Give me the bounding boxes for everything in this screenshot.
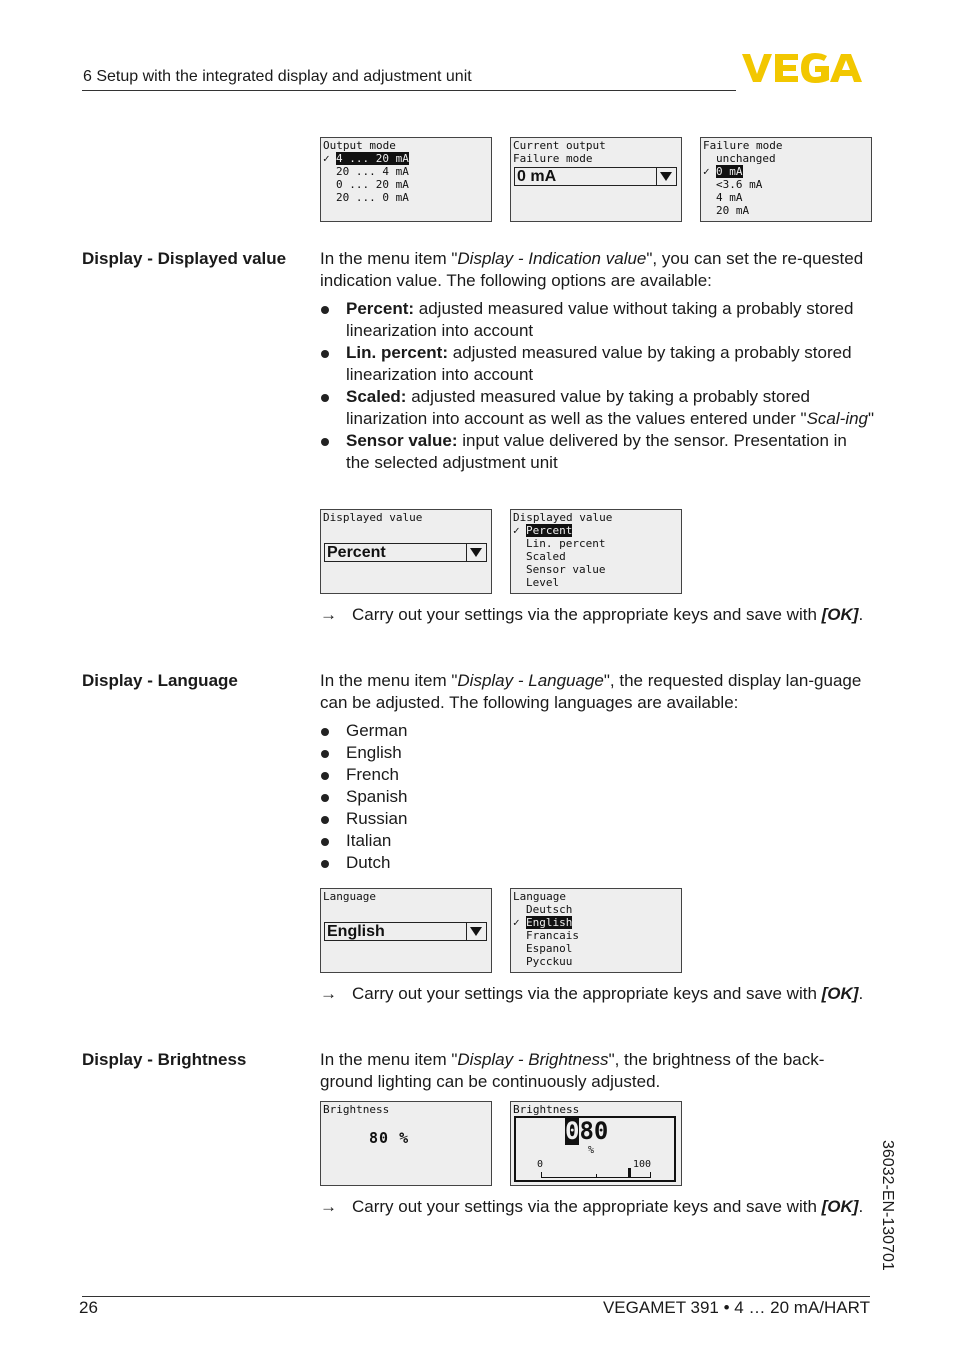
lcd-dropdown bbox=[324, 922, 487, 941]
lcd-option: 4 mA bbox=[716, 191, 743, 204]
lcd-title: Current output bbox=[513, 139, 606, 152]
lcd-option: Sensor value bbox=[526, 563, 606, 576]
lcd-option-selected: 0 mA bbox=[716, 165, 743, 178]
lcd-subtitle: Failure mode bbox=[513, 152, 593, 165]
section-label-brightness: Display - Brightness bbox=[82, 1050, 247, 1069]
lcd-dropdown-value: 0 mA bbox=[517, 168, 557, 185]
lcd-brightness bbox=[320, 1101, 492, 1186]
page-number: 26 bbox=[79, 1298, 98, 1317]
lcd-option-selected: Percent bbox=[526, 524, 573, 537]
lcd-option: Deutsch bbox=[526, 903, 573, 916]
displayed-value-intro: In the menu item "Display - Indication value", you can set the re-quested indication value. The following options are available: bbox=[320, 249, 864, 290]
scale-max-label: 100 bbox=[633, 1159, 652, 1170]
scale-min-label: 0 bbox=[537, 1159, 544, 1170]
lcd-title: Language bbox=[323, 890, 376, 903]
list-item: Lin. percent: adjusted measured value by taking a probably stored linearization into account bbox=[320, 342, 875, 386]
list-item: German bbox=[320, 720, 875, 742]
lcd-displayed-value bbox=[320, 509, 492, 594]
lcd-output-mode bbox=[320, 137, 492, 222]
lcd-option-selected: English bbox=[526, 916, 573, 929]
list-item: Dutch bbox=[320, 852, 875, 874]
list-item: Russian bbox=[320, 808, 875, 830]
brightness-scale bbox=[541, 1172, 651, 1178]
lcd-dropdown-value: Percent bbox=[327, 544, 386, 561]
header-divider bbox=[82, 90, 736, 91]
lcd-current-output bbox=[510, 137, 682, 222]
lcd-language bbox=[320, 888, 492, 973]
dropdown-arrow-icon bbox=[466, 923, 486, 940]
lcd-option: Scaled bbox=[526, 550, 566, 563]
footer-divider bbox=[82, 1296, 870, 1297]
lcd-edit-value: 080 bbox=[565, 1117, 609, 1145]
displayed-value-note: → Carry out your settings via the appropriate keys and save with [OK]. bbox=[320, 605, 864, 624]
list-item: Sensor value: input value delivered by the sensor. Presentation in the selected adjustment unit bbox=[320, 430, 875, 474]
language-list bbox=[320, 720, 875, 874]
check-icon: ✓ bbox=[323, 152, 330, 165]
lcd-option: Francais bbox=[526, 929, 579, 942]
lcd-option: Pycckuu bbox=[526, 955, 573, 968]
list-item: French bbox=[320, 764, 875, 786]
lcd-option: 20 ... 0 mA bbox=[336, 191, 409, 204]
lcd-option: Espanol bbox=[526, 942, 573, 955]
brightness-level-marker bbox=[628, 1168, 631, 1178]
lcd-title: Displayed value bbox=[323, 511, 423, 524]
lcd-title: Displayed value bbox=[513, 511, 613, 524]
scale-tick-min bbox=[541, 1172, 542, 1178]
lcd-option: <3.6 mA bbox=[716, 178, 763, 191]
lcd-option: 0 ... 20 mA bbox=[336, 178, 409, 191]
list-item: Percent: adjusted measured value without taking a probably stored linearization into account bbox=[320, 298, 875, 342]
lcd-dropdown-value: English bbox=[327, 923, 385, 940]
check-icon: ✓ bbox=[703, 165, 710, 178]
lcd-option: 20 ... 4 mA bbox=[336, 165, 409, 178]
arrow-icon: → bbox=[320, 605, 337, 624]
language-note: → Carry out your settings via the appropriate keys and save with [OK]. bbox=[320, 984, 864, 1003]
section-label-language: Display - Language bbox=[82, 671, 238, 690]
lcd-language-list bbox=[510, 888, 682, 973]
lcd-title: Output mode bbox=[323, 139, 396, 152]
lcd-dropdown bbox=[514, 167, 677, 186]
document-id: 36032-EN-130701 bbox=[879, 1140, 896, 1271]
lcd-option: Lin. percent bbox=[526, 537, 606, 550]
arrow-icon: → bbox=[320, 1197, 337, 1216]
scale-tick-mid bbox=[596, 1174, 597, 1178]
list-item: Spanish bbox=[320, 786, 875, 808]
arrow-icon: → bbox=[320, 984, 337, 1003]
check-icon: ✓ bbox=[513, 916, 520, 929]
brightness-note: → Carry out your settings via the appropriate keys and save with [OK]. bbox=[320, 1197, 864, 1216]
lcd-displayed-value-list bbox=[510, 509, 682, 594]
header-section-title: 6 Setup with the integrated display and adjustment unit bbox=[83, 68, 472, 85]
lcd-failure-mode bbox=[700, 137, 872, 222]
lcd-title: Language bbox=[513, 890, 566, 903]
list-item: English bbox=[320, 742, 875, 764]
list-item: Italian bbox=[320, 830, 875, 852]
lcd-edit-unit: % bbox=[588, 1145, 595, 1156]
lcd-option-selected: 4 ... 20 mA bbox=[336, 152, 409, 165]
lcd-title: Brightness bbox=[513, 1103, 580, 1116]
footer-product: VEGAMET 391 • 4 … 20 mA/HART bbox=[602, 1298, 870, 1317]
list-item: Scaled: adjusted measured value by taking a probably stored linarization into account as well as the values entered under "Scal-ing" bbox=[320, 386, 875, 430]
vega-logo bbox=[742, 52, 872, 84]
lcd-title: Brightness bbox=[323, 1103, 390, 1116]
scale-tick-max bbox=[650, 1172, 651, 1178]
lcd-brightness-value: 80 % bbox=[369, 1129, 410, 1147]
lcd-dropdown bbox=[324, 543, 487, 562]
lcd-title: Failure mode bbox=[703, 139, 783, 152]
lcd-subtitle: unchanged bbox=[716, 152, 776, 165]
lcd-option: Level bbox=[526, 576, 560, 589]
section-label-displayed-value: Display - Displayed value bbox=[82, 249, 287, 268]
lcd-option: 20 mA bbox=[716, 204, 750, 217]
check-icon: ✓ bbox=[513, 524, 520, 537]
brightness-intro: In the menu item "Display - Brightness", the brightness of the back-ground lighting can be continuously adjusted. bbox=[320, 1050, 825, 1091]
language-intro: In the menu item "Display - Language", the requested display lan-guage can be adjusted. The following languages are available: bbox=[320, 671, 862, 712]
dropdown-arrow-icon bbox=[656, 168, 676, 185]
displayed-value-options-list bbox=[320, 298, 875, 474]
dropdown-arrow-icon bbox=[466, 544, 486, 561]
lcd-brightness-editor bbox=[510, 1101, 682, 1186]
